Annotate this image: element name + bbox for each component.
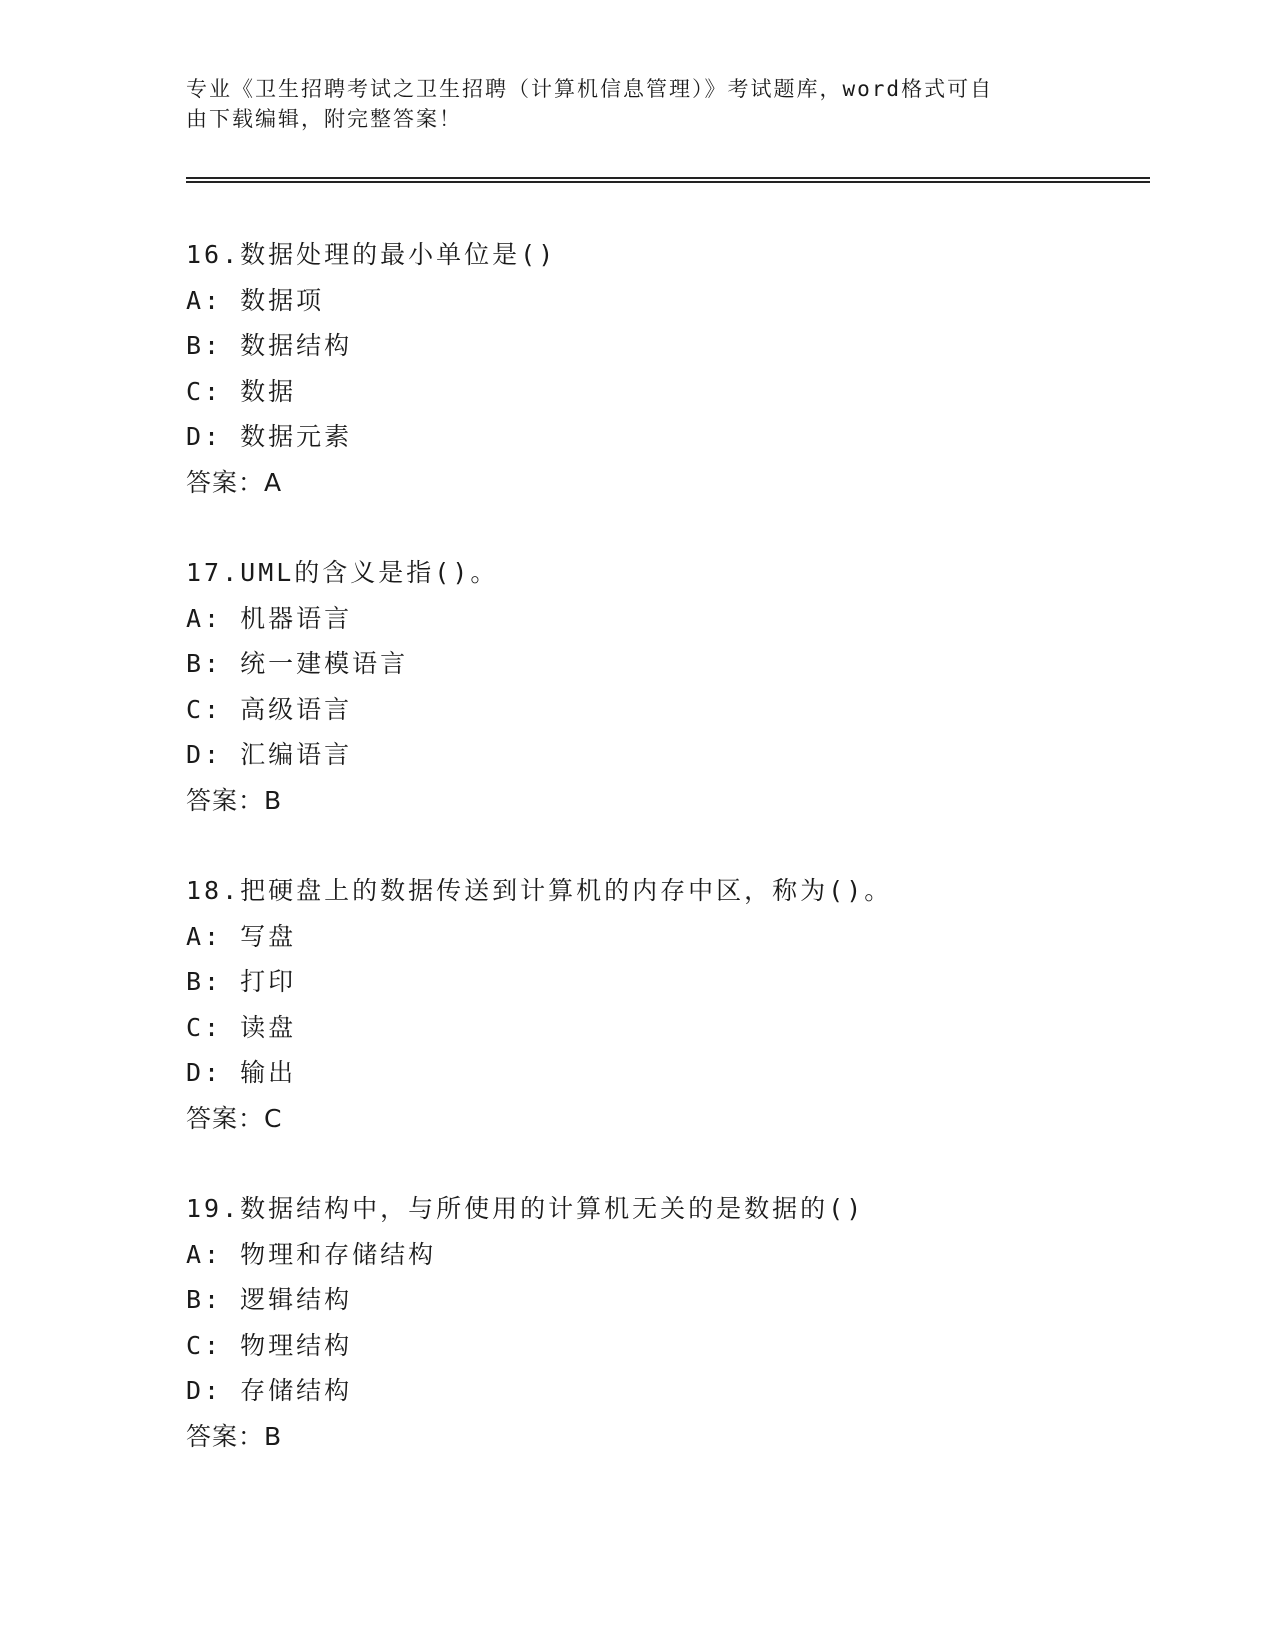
option-a: A: 物理和存储结构 — [186, 1239, 437, 1269]
option-c: C: 高级语言 — [186, 694, 353, 724]
question-stem: 19.数据结构中，与所使用的计算机无关的是数据的() — [186, 1194, 865, 1223]
header-line-2: 由下载编辑，附完整答案！ — [186, 107, 462, 131]
option-d: D: 存储结构 — [186, 1376, 353, 1405]
header-double-rule — [186, 177, 1150, 183]
option-d: D: 数据元素 — [186, 422, 353, 451]
question-stem: 16.数据处理的最小单位是() — [186, 240, 557, 269]
header-line-1: 专业《卫生招聘考试之卫生招聘（计算机信息管理）》考试题库，word格式可自 — [186, 77, 994, 101]
option-b: B: 统一建模语言 — [186, 649, 409, 678]
option-c: C: 数据 — [186, 376, 297, 406]
question-18 — [186, 868, 1146, 1141]
option-d: D: 输出 — [186, 1058, 297, 1087]
option-b: B: 打印 — [186, 967, 297, 996]
answer-line: 答案：C — [186, 1103, 283, 1133]
question-19 — [186, 1186, 1146, 1459]
question-17 — [186, 550, 1146, 823]
option-c: C: 读盘 — [186, 1012, 297, 1042]
option-a: A: 机器语言 — [186, 603, 353, 633]
question-list — [186, 232, 1146, 1504]
option-c: C: 物理结构 — [186, 1330, 353, 1360]
option-a: A: 写盘 — [186, 921, 297, 951]
option-b: B: 逻辑结构 — [186, 1285, 353, 1314]
document-header — [186, 74, 1066, 134]
answer-line: 答案：B — [186, 785, 283, 815]
answer-line: 答案：A — [186, 467, 283, 497]
question-stem: 18.把硬盘上的数据传送到计算机的内存中区，称为()。 — [186, 876, 893, 905]
question-stem: 17.UML的含义是指()。 — [186, 558, 499, 587]
option-d: D: 汇编语言 — [186, 740, 353, 769]
option-b: B: 数据结构 — [186, 331, 353, 360]
question-16 — [186, 232, 1146, 505]
option-a: A: 数据项 — [186, 285, 325, 315]
answer-line: 答案：B — [186, 1421, 283, 1451]
